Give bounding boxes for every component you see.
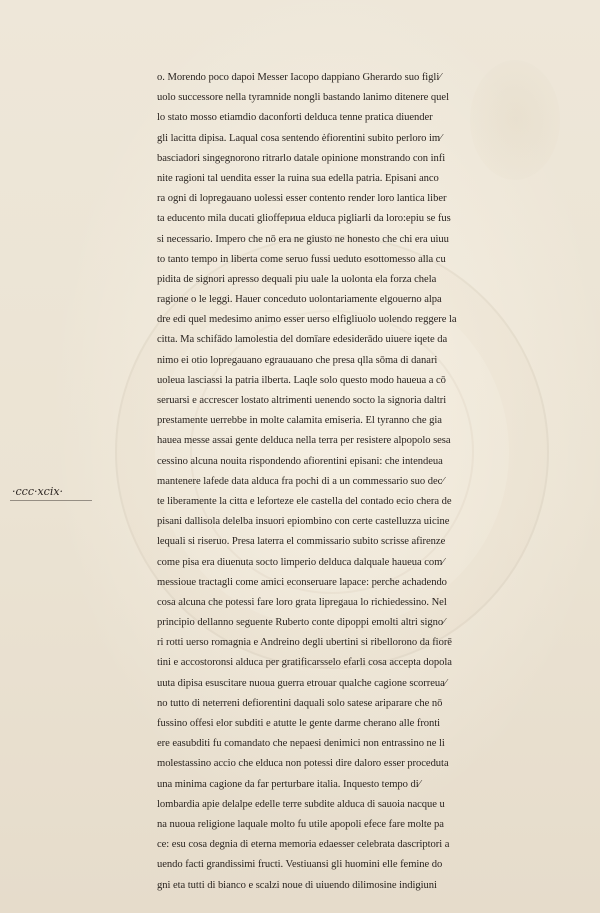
text-line: ragione o le leggi. Hauer conceduto uolontariamente elgouerno alpa: [157, 294, 442, 306]
text-line: si necessario. Impero che nō era ne giusto ne honesto che chi era uiuu: [157, 233, 449, 245]
text-line: hauea messe assai gente delduca nella terra per resistere alpopolo sesa: [157, 435, 451, 447]
text-line: molestassino accio che elduca non potessi dire daloro esser proceduta: [157, 758, 449, 770]
text-line: cessino alcuna nouita rispondendo afiorentini episani: che intendeua: [157, 455, 443, 467]
text-line: gli lacitta dipisa. Laqual cosa sentendo ėfiorentini subito perloro im⁄: [157, 132, 442, 144]
text-line: come pisa era diuenuta socto limperio delduca dalquale haueua com⁄: [157, 556, 445, 568]
text-line: tini e accostoronsi alduca per gratificarsselo efarli cosa accepta dopola: [157, 657, 452, 669]
text-line: dre edi quel medesimo animo esser uerso elfigliuolo uolendo reggere la: [157, 314, 457, 326]
text-line: ce: esu cosa degnia di eterna memoria edaesser celebrata dascriptori a: [157, 839, 450, 851]
text-line: ri rotti uerso romagnia e Andreino degli ubertini si ribellorono da fiorē: [157, 637, 452, 649]
text-line: cosa alcuna che potessi fare loro grata lipregaua lo richiedessino. Nel: [157, 596, 447, 608]
text-line: gni eta tutti di bianco e scalzi noue di uiuendo dilimosine indigiuni: [157, 879, 437, 891]
text-line: ta educento mila ducati glioffериua elduca pigliarli da loro:epiu se fus: [157, 213, 451, 225]
text-line: lequali si riseruo. Presa laterra el commissario subito scrisse afirenze: [157, 536, 446, 548]
text-line: ra ogni di lopregauano uolessi esser contento render loro lantica liber: [157, 193, 447, 205]
body-text: [157, 68, 569, 896]
text-line: una minima cagione da far perturbare italia. Inquesto tempo di⁄: [157, 778, 421, 790]
text-line: uuta dipisa esuscitare nuoua guerra etrouar qualche cagione scorreua⁄: [157, 677, 447, 689]
text-line: fussino offesi elor subditi e atutte le gente darme cherano alle fronti: [157, 718, 441, 729]
text-line: ere easubditi fu comandato che nepaesi denimici non entrassino ne li: [157, 738, 445, 750]
marginal-folio-note: ·ccc·xcix·: [12, 485, 64, 498]
text-line: citta. Ma schifādo lamolestia del domīare edesiderādo uiuere iqete da: [157, 334, 448, 346]
text-line: nimo ei otio lopregauano egrauauano che presa qlla sōma di danari: [157, 354, 438, 366]
text-line: principio dellanno seguente Ruberto conte dipoppi emolti altri signo⁄: [157, 617, 445, 629]
text-line: messioue tractagli come amici econseruare lapace: perche achadendo: [157, 576, 447, 588]
text-line: to tanto tempo in liberta come seruo fussi ueduto esottomesso alla cu: [157, 253, 446, 265]
text-line: te liberamente la citta e leforteze ele castella del contado ecio chera de: [157, 495, 452, 507]
text-line: pidita de signori apresso dequali piu uale la uolonta ela forza chela: [157, 273, 437, 285]
text-line: no tutto di neterreni defiorentini daquali solo satese ariparare che nō: [157, 697, 443, 709]
text-line: lombardia apie delalpe edelle terre subdite alduca di sauoia nacque u: [157, 798, 445, 810]
marginal-underline: [10, 500, 92, 501]
text-line: prestamente uerrebbe in molte calamita emiseria. El tyranno che gia: [157, 415, 442, 427]
text-line: lo stato mosso etiamdio daconforti delduca tenne pratica diuender: [157, 112, 433, 124]
text-line: mantenere lafede data alduca fra pochi di a un commessario suo dec⁄: [157, 475, 444, 487]
text-line: seruarsi e accrescer lostato altrimenti uenendo socto la signoria daltri: [157, 395, 447, 406]
text-line: uendo facti grandissimi fructi. Vestiuansi gli huomini elle femine do: [157, 859, 443, 871]
text-line: uolo successore nella tyramnide nongli bastando lanimo ditenere quel: [157, 92, 449, 104]
text-line: pisani dallisola delelba insuori epiombino con certe castelluzza uicine: [157, 516, 450, 528]
text-line: o. Morendo poco dapoi Messer Iacopo dappiano Gherardo suo figli⁄: [157, 72, 441, 83]
text-line: nite ragioni tal uendita esser la ruina sua edella patria. Episani anco: [157, 172, 439, 184]
text-line: uoleua lasciassi la patria ilberta. Laqle solo questo modo haueua a cō: [157, 374, 446, 386]
text-line: na nuoua religione laquale molto fu utile apopoli efece fare molte pa: [157, 818, 444, 830]
text-line: basciadori singegnorono ritrarlo datale opinione monstrando con infi: [157, 152, 446, 164]
